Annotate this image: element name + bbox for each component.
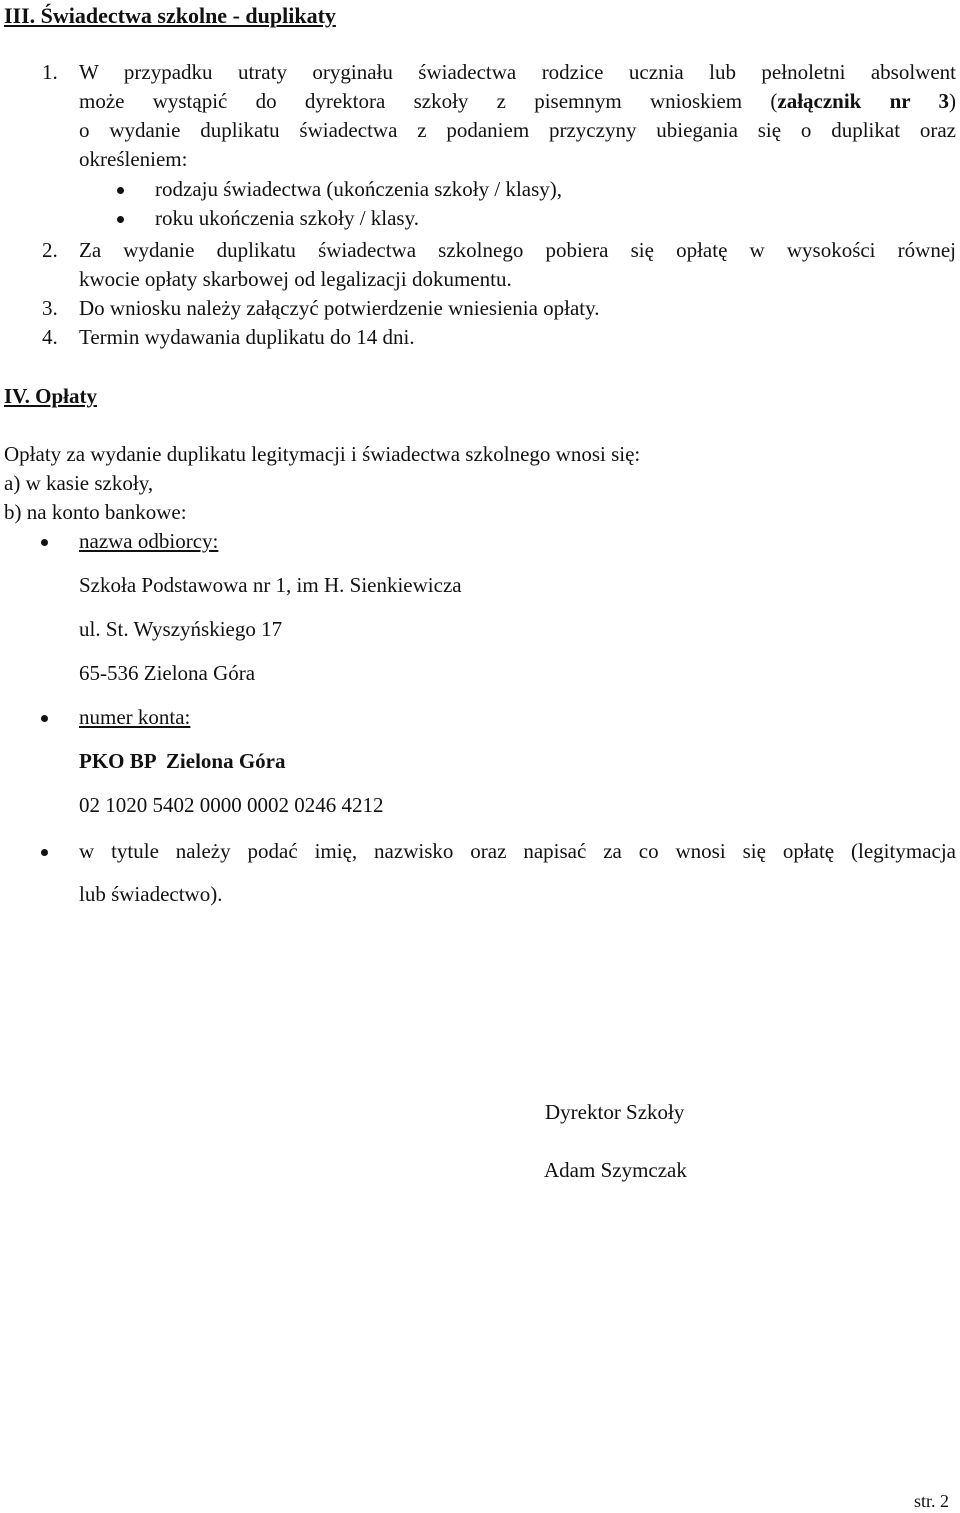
signature-role: Dyrektor Szkoły — [545, 1100, 685, 1124]
bullet-icon — [41, 715, 48, 722]
section-3-heading: III. Świadectwa szkolne - duplikaty — [4, 3, 336, 28]
item-3-text: Do wniosku należy załączyć potwierdzenie wniesienia opłaty. — [79, 296, 600, 320]
bank-name: PKO BP Zielona Góra — [79, 749, 286, 773]
item-1-number: 1. — [42, 60, 58, 84]
item-2-number: 2. — [42, 238, 58, 262]
recipient-name: Szkoła Podstawowa nr 1, im H. Sienkiewicza — [79, 573, 462, 597]
account-number: 02 1020 5402 0000 0002 0246 4212 — [79, 793, 384, 817]
recipient-city: 65-536 Zielona Góra — [79, 661, 256, 685]
payment-intro: Opłaty za wydanie duplikatu legitymacji i świadectwa szkolnego wnosi się: — [4, 442, 641, 466]
recipient-street: ul. St. Wyszyńskiego 17 — [79, 617, 283, 641]
item-2-line-2: kwocie opłaty skarbowej od legalizacji dokumentu. — [79, 267, 512, 291]
page-number: str. 2 — [914, 1491, 950, 1511]
item-4-text: Termin wydawania duplikatu do 14 dni. — [79, 325, 415, 349]
item-1-line-4: określeniem: — [79, 147, 188, 171]
bullet-icon — [41, 539, 48, 546]
item-1-line-1: W przypadku utraty oryginału świadectwa rodzice ucznia lub pełnoletni absolwent — [79, 60, 956, 84]
signature-name: Adam Szymczak — [544, 1158, 687, 1182]
item-1-bullet-1: rodzaju świadectwa (ukończenia szkoły / klasy), — [155, 177, 563, 201]
bullet-icon — [117, 187, 124, 194]
item-4-number: 4. — [42, 325, 58, 349]
item-1-line-3: o wydanie duplikatu świadectwa z podaniem przyczyny ubiegania się o duplikat oraz — [79, 118, 956, 142]
section-4-heading: IV. Opłaty — [4, 384, 97, 408]
account-label: numer konta: — [79, 705, 191, 729]
bullet-icon — [117, 216, 124, 223]
transfer-title-line-1: w tytule należy podać imię, nazwisko oraz napisać za co wnosi się opłatę (legitymacja — [79, 839, 956, 863]
recipient-label: nazwa odbiorcy: — [79, 529, 219, 553]
payment-option-b: b) na konto bankowe: — [4, 500, 187, 524]
bullet-icon — [41, 849, 48, 856]
item-2-line-1: Za wydanie duplikatu świadectwa szkolnego pobiera się opłatę w wysokości równej — [79, 238, 956, 262]
item-1-line-2: może wystąpić do dyrektora szkoły z pisemnym wnioskiem (załącznik nr 3) — [79, 89, 956, 113]
payment-option-a: a) w kasie szkoły, — [4, 471, 154, 495]
attachment-ref: załącznik nr 3 — [777, 89, 949, 113]
transfer-title-line-2: lub świadectwo). — [79, 882, 223, 906]
item-3-number: 3. — [42, 296, 58, 320]
item-1-bullet-2: roku ukończenia szkoły / klasy. — [155, 206, 419, 230]
